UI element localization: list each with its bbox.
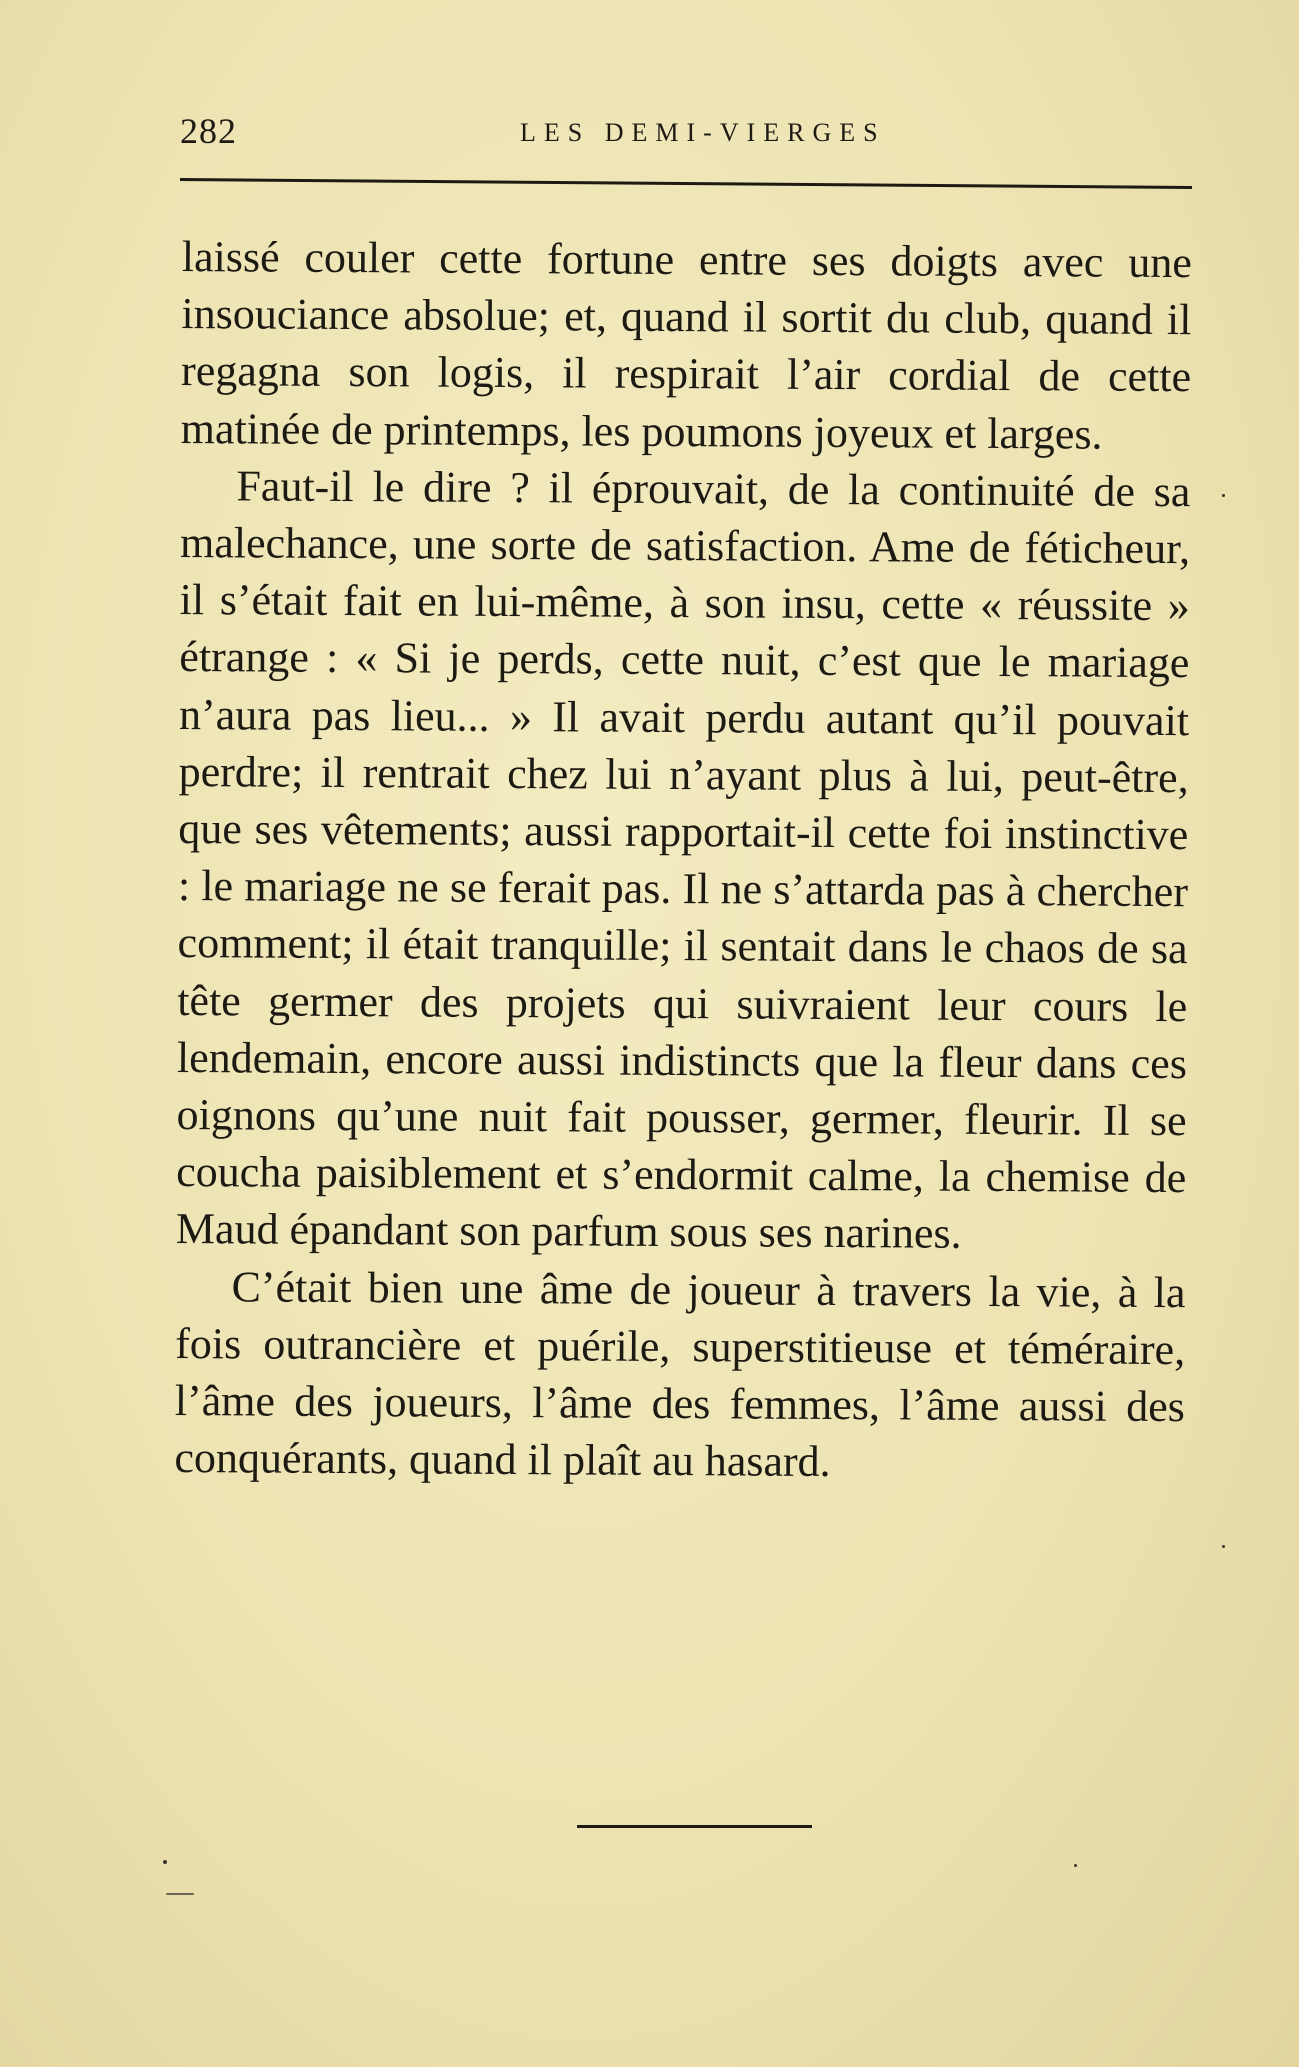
paragraph: C’était bien une âme de joueur à travers la vie, à la fois outrancière et puérile, superstitieuse et téméraire, l’âme des joueurs, l’âme des femmes, l’âme aussi des conquérants, quand il plaît au hasard. (174, 1261, 1186, 1487)
chapter-end-rule (577, 1825, 812, 1828)
paper-speck (1222, 1545, 1225, 1548)
paper-speck (1074, 1864, 1077, 1867)
paper-speck (1222, 494, 1225, 497)
book-title: LES DEMI-VIERGES (520, 118, 886, 147)
body-text (174, 228, 1192, 1493)
paper-speck (166, 1893, 194, 1895)
paragraph: Faut-il le dire ? il éprouvait, de la continuité de sa malechance, une sorte de satisfaction. Ame de féticheur, il s’était fait en lui-même, à son insu, cette « réussite » étrange : « Si je perds, cette nuit, c’est que le mariage n’aura pas lieu... » Il avait perdu autant qu’il pouvait perdre; il rentrait chez lui n’ayant plus à lui, peut-être, que ses vêtements; aussi rapportait-il cette foi instinctive : le mariage ne se ferait pas. Il ne s’attarda pas à chercher comment; il était tranquille; il sentait dans le chaos de sa tête germer des projets qui suivraient leur cours le lendemain, encore aussi indistincts que la fleur dans ces oignons qu’une nuit fait pousser, germer, fleurir. Il se coucha paisiblement et s’endormit calme, la chemise de Maud épandant son parfum sous ses narines. (175, 461, 1191, 1259)
running-head (180, 110, 1190, 160)
header-rule (180, 178, 1192, 189)
paper-speck (163, 1860, 167, 1864)
paragraph-continued: laissé couler cette fortune entre ses doigts avec une insouciance absolue; et, quand il sortit du club, quand il regagna son logis, il respirait l’air cordial de cette matinée de printemps, les poumons joyeux et larges. (180, 231, 1192, 459)
page-number: 282 (180, 111, 237, 151)
